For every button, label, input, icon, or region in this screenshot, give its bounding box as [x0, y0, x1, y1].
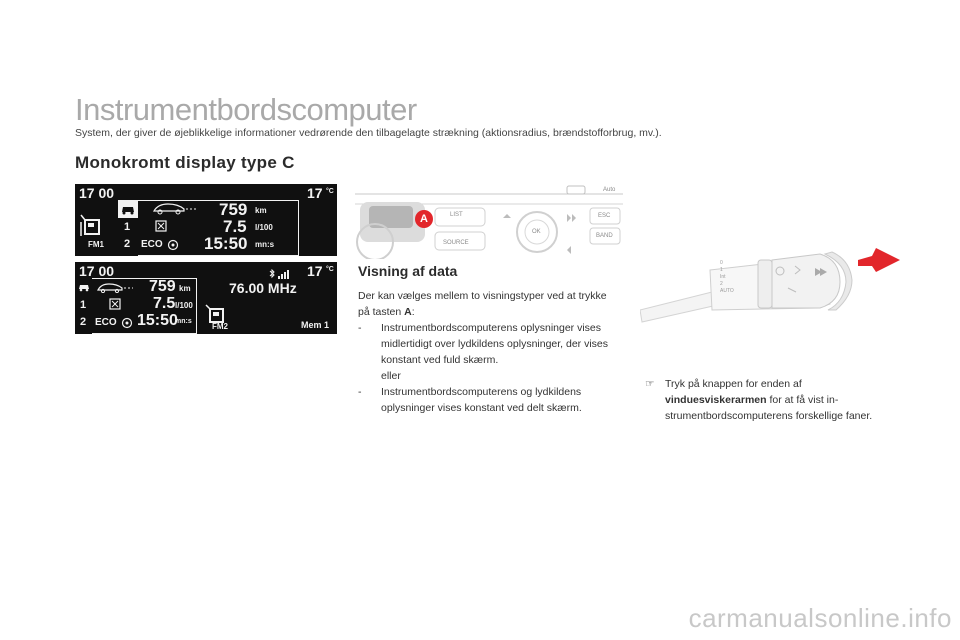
pointing-hand-icon: ☞ [645, 378, 655, 390]
memory-preset: Mem 1 [301, 320, 330, 330]
clock-left: 17 00 [79, 185, 115, 201]
tab-2: 2 [80, 316, 87, 328]
tip-text-post: for at få vist in-strumentbordscomputerens forskellige faner. [665, 394, 873, 422]
bluetooth-signal-icon [268, 266, 292, 276]
intro-paragraph [358, 288, 620, 320]
stalk-label-0: 0 [720, 260, 723, 266]
consumption-value: 7.5 [223, 217, 247, 236]
list-dash: - [358, 386, 362, 398]
temp-unit: °C [326, 188, 334, 195]
dashboard-illustration [355, 184, 623, 259]
page-subtitle: System, der giver de øjeblikkelige informationer vedrørende den tilbagelagte strækning (aktionsradius, brændstofforbrug, mv.). [75, 127, 662, 139]
radio-frequency: 76.00 MHz [229, 280, 297, 296]
stalk-label-int: Int [720, 274, 726, 280]
stop-start-icon [121, 316, 133, 328]
tip-text-pre: Tryk på knappen for enden af [665, 378, 802, 390]
tab-1: 1 [124, 221, 131, 233]
display-type-c-split [75, 262, 337, 334]
display-options-list [358, 320, 620, 416]
intro-text: Der kan vælges mellem to visningstyper ved at trykke på tasten [358, 290, 607, 318]
consumption-unit: l/100 [255, 223, 273, 232]
range-value: 759 [149, 278, 176, 295]
car-range-icon [95, 280, 135, 292]
stalk-labels [720, 260, 740, 295]
label-ok: OK [532, 229, 541, 235]
list-item [358, 384, 620, 416]
display-type-c-full [75, 184, 337, 256]
stop-start-time: 15:50 [204, 234, 248, 253]
consumption-unit: l/100 [175, 301, 193, 310]
tip-text-bold: vinduesviskerarmen [665, 394, 767, 406]
stalk-label-2: 2 [720, 281, 723, 287]
stop-start-unit: mn:s [175, 318, 192, 325]
stalk-label-1: 1 [720, 267, 723, 273]
car-icon [77, 280, 91, 292]
outside-temp: 17 [307, 185, 323, 201]
outside-temp: 17 [307, 263, 323, 279]
stalk-label-auto: AUTO [720, 288, 734, 294]
list-item-text: Instrumentbordscomputerens oplysninger vises midlertidigt over lydkildens oplysninger, der vises konstant ved fuld skærm. [381, 322, 609, 366]
list-dash: - [358, 322, 362, 334]
radio-band: FM2 [212, 322, 228, 331]
stop-start-icon [167, 238, 179, 250]
section-title: Monokromt display type C [75, 153, 295, 172]
fuel-consumption-icon [155, 219, 167, 231]
list-item-text: Instrumentbordscomputerens og lydkildens oplysninger vises konstant ved delt skærm. [381, 386, 582, 414]
tab-1: 1 [80, 299, 87, 311]
label-source: SOURCE [443, 240, 469, 246]
watermark: carmanualsonline.info [688, 603, 952, 633]
radio-band: FM1 [88, 240, 104, 249]
label-band: BAND [596, 233, 613, 239]
intro-colon: : [411, 306, 415, 318]
consumption-value: 7.5 [153, 295, 176, 312]
list-or [358, 368, 620, 384]
range-value: 759 [219, 200, 248, 219]
list-item [358, 320, 620, 368]
stop-start-time: 15:50 [137, 312, 178, 329]
button-a-callout: A [415, 210, 433, 228]
stop-start-unit: mn:s [255, 240, 275, 249]
range-unit: km [179, 284, 191, 293]
stalk-instruction [645, 376, 895, 424]
fuel-consumption-icon [109, 297, 121, 309]
car-range-icon [150, 201, 200, 215]
label-esc: ESC [598, 213, 611, 219]
eco-label: ECO [95, 317, 117, 328]
label-list: LIST [450, 212, 463, 218]
wiper-stalk-illustration [640, 230, 905, 325]
data-display-heading: Visning af data [358, 263, 458, 279]
page-title: Instrumentbordscomputer [75, 92, 417, 127]
eco-label: ECO [141, 239, 163, 250]
or-text: eller [381, 370, 401, 382]
radio-icon [79, 214, 107, 240]
temp-unit: °C [326, 266, 334, 273]
tab-2: 2 [124, 238, 131, 250]
clock-left: 17 00 [79, 263, 115, 279]
range-unit: km [255, 206, 267, 215]
tab-car [118, 200, 138, 218]
intro-key: A [404, 306, 412, 318]
label-auto: Auto [603, 187, 616, 193]
